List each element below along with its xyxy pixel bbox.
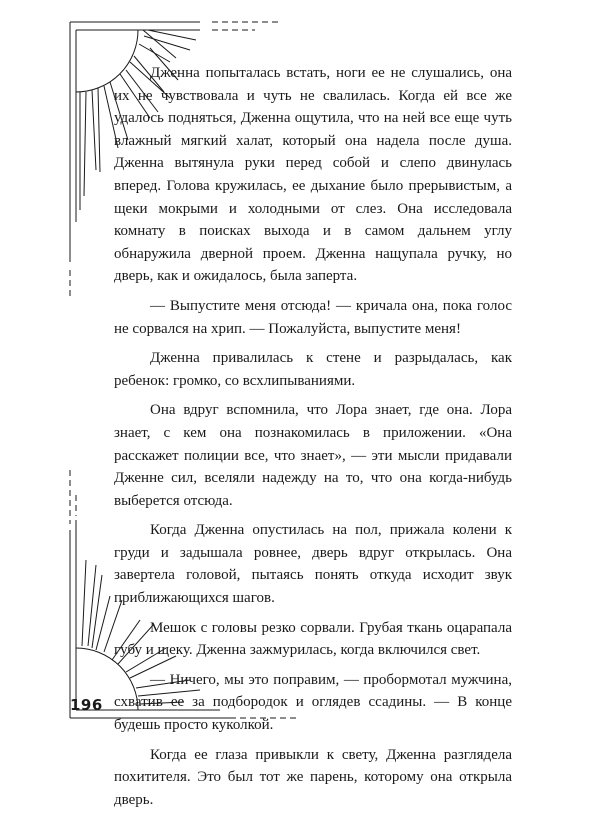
paragraph: — Ничего, мы это поправим, — пробормотал мужчина, схватив ее за подбородок и оглядев ссадины. — В конце будешь просто куколкой. xyxy=(114,671,512,734)
paragraph: Она вдруг вспомнила, что Лора знает, где она. Лора знает, с кем она познакомилась в приложении. «Она расскажет полиции все, что знает», — эти мысли придавали Дженне сил, вселяли надежду на то, что она когда-нибудь выберется отсюда. xyxy=(114,402,512,509)
paragraph: Когда ее глаза привыкли к свету, Дженна разглядела похитителя. Это был тот же парень, которому она открыла дверь. xyxy=(114,746,512,808)
paragraph: Дженна попыталась встать, ноги ее не слушались, она их не чувствовала и чуть не свалилась. Когда ей все же удалось подняться, Дженна ощутила, что на ней все еще чуть влажный мягкий халат, который она надела после душа. Дженна вытянула руки перед собой и слепо двинулась вперед. Голова кружилась, ее дыхание было прерывистым, а щеки мокрыми и холодными от слез. Она исследовала комнату в поисках выхода и в самом дальнем углу обнаружила дверной проем. Дженна нащупала ручку, но дверь, как и ожидалось, была заперта. xyxy=(114,65,512,285)
paragraph: Дженна привалилась к стене и разрыдалась, как ребенок: громко, со всхлипываниями. xyxy=(114,350,512,389)
paragraph: Когда Дженна опустилась на пол, прижала колени к груди и задышала ровнее, дверь вдруг открылась. Она завертела головой, пытаясь понять откуда исходит звук приближающихся шагов. xyxy=(114,522,512,607)
page-body xyxy=(114,62,512,818)
paragraph: — Выпустите меня отсюда! — кричала она, пока голос не сорвался на хрип. — Пожалуйста, выпустите меня! xyxy=(114,297,512,337)
paragraph: Мешок с головы резко сорвали. Грубая ткань оцарапала губу и щеку. Дженна зажмурилась, когда включился свет. xyxy=(114,619,512,659)
page-number: 196 xyxy=(70,696,103,714)
